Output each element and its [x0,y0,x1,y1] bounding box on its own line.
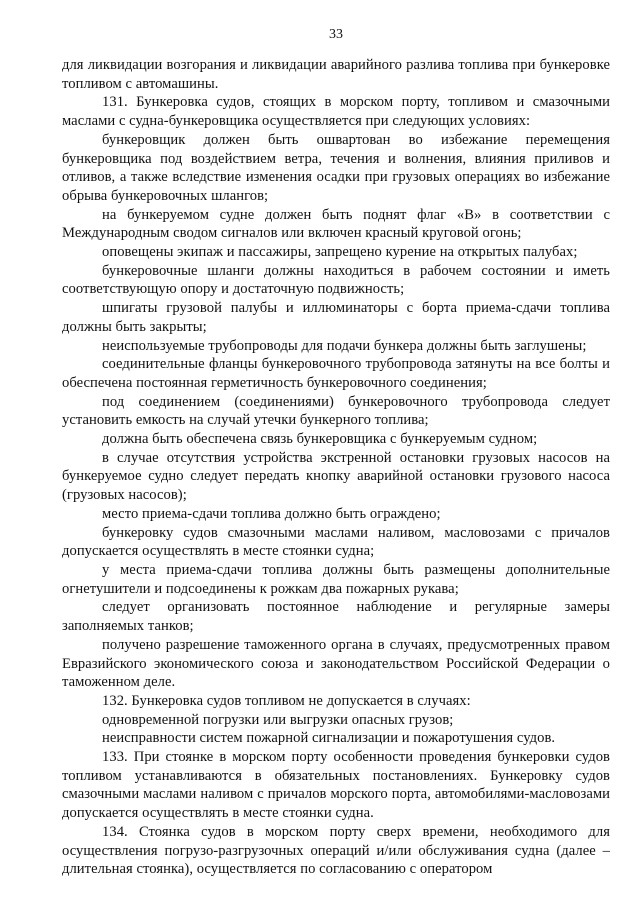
condition-crew-notified: оповещены экипаж и пассажиры, запрещено курение на открытых палубах; [102,244,578,261]
case-dangerous-cargo: одновременной погрузки или выгрузки опасных грузов; [102,711,454,728]
condition-hoses: бункеровочные шланги должны находиться в рабочем состоянии и иметь соответствующую опору и достаточную подвижность; [62,262,610,298]
condition-unused-pipes: неиспользуемые трубопроводы для подачи бункера должны быть заглушены; [102,337,587,354]
condition-customs-permit: получено разрешение таможенного органа в случаях, предусмотренных правом Евразийского экономического союза и законодательством Российской Федерации о таможенном деле. [62,636,610,691]
condition-flanges: соединительные фланцы бункеровочного трубопровода затянуты на все болты и обеспечена постоянная герметичность бункеровочного соединения; [62,356,610,391]
page-number: 33 [329,27,343,42]
paragraph-134: 134. Стоянка судов в морском порту сверх времени, необходимого для осуществления погрузо-разгрузочных операций и/или обслуживания судна (далее – длительная стоянка), осуществляется по согласованию с оператором [62,823,610,878]
condition-scuppers: шпигаты грузовой палубы и иллюминаторы с борта приема-сдачи топлива должны быть закрыты; [62,300,610,335]
condition-communication: должна быть обеспечена связь бункеровщика с бункеруемым судном; [102,431,538,448]
condition-oil-trucks: бункеровку судов смазочными маслами наливом, масловозами с причалов допускается осуществлять в месте стоянки судна; [62,524,610,560]
condition-tank-monitoring: следует организовать постоянное наблюдение и регулярные замеры заполняемых танков; [62,599,610,635]
paragraph-133: 133. При стоянке в морском порту особенности проведения бункеровки судов топливом устанавливаются в обязательных постановлениях. Бункеровку судов смазочными маслами наливом с причалов морского порта, автомобилями-масловозами допускается осуществлять в месте стоянки судна. [62,749,610,822]
condition-emergency-stop: в случае отсутствия устройства экстренной остановки грузовых насосов на бункеруемое судно следует передать кнопку аварийной остановки грузового насоса (грузовых насосов); [62,449,610,504]
condition-extinguishers: у места приема-сдачи топлива должны быть размещены дополнительные огнетушители и подсоединены к рожкам два пожарных рукава; [62,561,610,597]
condition-drip-tray: под соединением (соединениями) бункеровочного трубопровода следует установить емкость на случай утечки бункерного топлива; [62,393,610,429]
condition-fenced-area: место приема-сдачи топлива должно быть ограждено; [102,505,441,522]
paragraph-131: 131. Бункеровка судов, стоящих в морском порту, топливом и смазочными маслами с судна-бункеровщика осуществляется при следующих условиях: [62,94,610,130]
condition-moored: бункеровщик должен быть ошвартован во избежание перемещения бункеровщика под воздействием ветра, течения и волнения, влияния приливов и отливов, а также вследствие изменения осадки при грузовых операциях во избежание обрыва бункеровочных шлангов; [62,131,610,204]
paragraph-132: 132. Бункеровка судов топливом не допускается в случаях: [102,692,471,709]
condition-flag: на бункеруемом судне должен быть поднят флаг «B» в соответствии с Международным сводом сигналов или включен красный круговой огонь; [62,206,610,242]
case-fire-systems-fault: неисправности систем пожарной сигнализации и пожаротушения судов. [102,730,556,747]
document-page [62,26,610,879]
paragraph-continuation: для ликвидации возгорания и ликвидации аварийного разлива топлива при бункеровке топливом с автомашины. [62,57,610,92]
